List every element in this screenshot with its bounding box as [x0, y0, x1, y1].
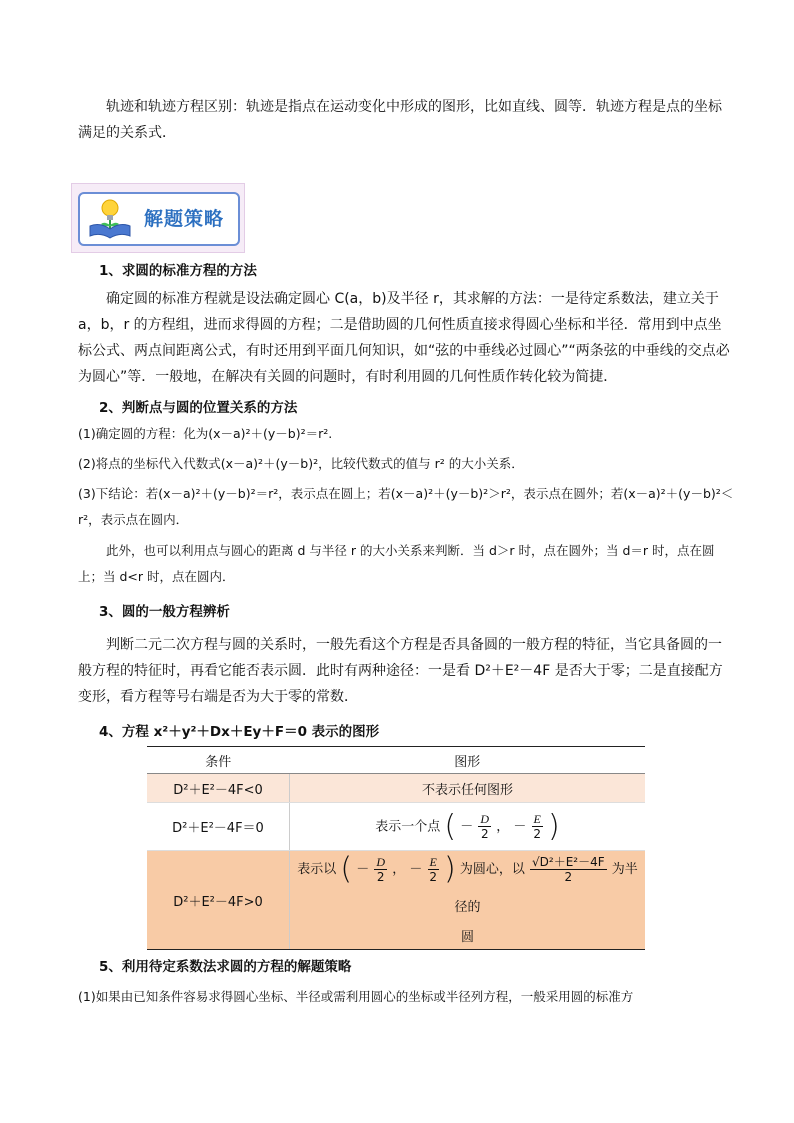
neg-sign: －: [356, 862, 370, 877]
row-3-shape: 表示以 ( － $\frac{D}{2}$ ， － $\frac{E}{2}$ ) 为圆心，以 $\frac{\text{√D²＋E²－4F}}{2}$ 为半径的 圆: [290, 851, 646, 950]
section-2-extra: 此外，也可以利用点与圆心的距离 d 与半径 r 的大小关系来判断．当 d＞r 时，点在圆外；当 d＝r 时，点在圆上；当 d<r 时，点在圆内．: [78, 543, 715, 584]
row-2-shape-prefix: 表示一个点: [375, 819, 441, 834]
banner-title: 解题策略: [144, 208, 225, 230]
fraction-d-den: 2: [480, 827, 489, 841]
fraction-e-den: 2: [533, 827, 542, 841]
row-3-condition: D²＋E²－4F>0: [147, 851, 290, 950]
fraction-e: [532, 812, 543, 841]
fraction-e: [428, 855, 439, 884]
row-3-shape-prefix: 表示以: [297, 862, 337, 877]
strategy-banner: [71, 183, 245, 253]
neg-sign: －: [513, 819, 527, 834]
row-3-shape-post: 为半径的: [454, 862, 638, 915]
row-2-condition: D²＋E²－4F＝0: [147, 803, 290, 851]
section-1-body: 确定圆的标准方程就是设法确定圆心 C(a，b)及半径 r，其求解的方法：一是待定系数法，建立关于 a，b，r 的方程组，进而求得圆的方程；二是借助圆的几何性质直接求得圆心坐标和半径．常用到中点坐标公式、两点间距离公式，有时还用到平面几何知识，如“弦的中垂线必过圆心”“两条弦的中垂线的交点必为圆心”等．一般地，在解决有关圆的问题时，有时利用圆的几何性质作转化较为简捷．: [78, 291, 730, 385]
fraction-d: [374, 855, 387, 884]
strategy-banner-frame: [78, 192, 240, 246]
fraction-radius-den: 2: [564, 870, 573, 884]
neg-sign: －: [409, 862, 423, 877]
section-5-heading: 5、利用待定系数法求圆的方程的解题策略: [99, 959, 352, 975]
comma: ，: [496, 819, 510, 834]
table-header-condition: 条件: [147, 747, 290, 774]
fraction-d-num: D: [376, 855, 386, 869]
section-2-item-1: (1)确定圆的方程：化为(x－a)²＋(y－b)²＝r².: [78, 426, 333, 441]
table-header-row: [147, 747, 645, 774]
section-2-item-3: (3)下结论：若(x－a)²＋(y－b)²＝r²，表示点在圆上；若(x－a)²＋(y－b)²＞r²，表示点在圆外；若(x－a)²＋(y－b)²＜r²，表示点在圆内．: [78, 486, 734, 527]
fraction-e-num: E: [429, 855, 437, 869]
equation-shape-table: [147, 746, 645, 950]
neg-sign: －: [460, 819, 474, 834]
section-1-heading: 1、求圆的标准方程的方法: [99, 263, 257, 279]
section-2-heading: 2、判断点与圆的位置关系的方法: [99, 400, 298, 416]
comma: ，: [392, 862, 406, 877]
section-3-heading: 3、圆的一般方程辨析: [99, 604, 230, 620]
fraction-e-num: E: [533, 812, 541, 826]
section-3-body: 判断二元二次方程与圆的关系时，一般先看这个方程是否具备圆的一般方程的特征，当它具备圆的一般方程的特征时，再看它能否表示圆．此时有两种途径：一是看 D²＋E²－4F 是否大于零；二是直接配方变形，看方程等号右端是否为大于零的常数．: [78, 637, 723, 705]
fraction-d-num: D: [480, 812, 490, 826]
section-4-heading: 4、方程 x²＋y²＋Dx＋Ey＋F＝0 表示的图形: [99, 724, 380, 740]
table-header-shape: 图形: [290, 747, 646, 774]
row-3-shape-end: 圆: [460, 930, 474, 945]
fraction-e-den: 2: [429, 870, 437, 884]
lightbulb-book-icon: [84, 196, 136, 240]
table-row: [147, 774, 645, 803]
table-row: [147, 803, 645, 851]
row-1-shape: 不表示任何图形: [290, 774, 646, 803]
row-1-condition: D²＋E²－4F<0: [147, 774, 290, 803]
table-row: [147, 851, 645, 950]
fraction-radius-num: √D²＋E²－4F: [532, 855, 605, 869]
section-2-item-2: (2)将点的坐标代入代数式(x－a)²＋(y－b)²，比较代数式的值与 r² 的大小关系．: [78, 456, 524, 471]
intro-line-2: 满足的关系式．: [78, 125, 176, 141]
fraction-radius: [530, 855, 607, 884]
fraction-d-den: 2: [376, 870, 385, 884]
intro-line-1: 轨迹和轨迹方程区别：轨迹是指点在运动变化中形成的图形，比如直线、圆等．轨迹方程是点的坐标: [106, 99, 722, 115]
fraction-d: [478, 812, 491, 841]
row-2-shape: 表示一个点 ( － $\frac{D}{2}$ ， － $\frac{E}{2}$ ): [290, 803, 646, 851]
row-3-shape-mid: 为圆心，以: [459, 862, 525, 877]
section-5-item-1: (1)如果由已知条件容易求得圆心坐标、半径或需利用圆心的坐标或半径列方程，一般采用圆的标准方: [78, 989, 634, 1004]
